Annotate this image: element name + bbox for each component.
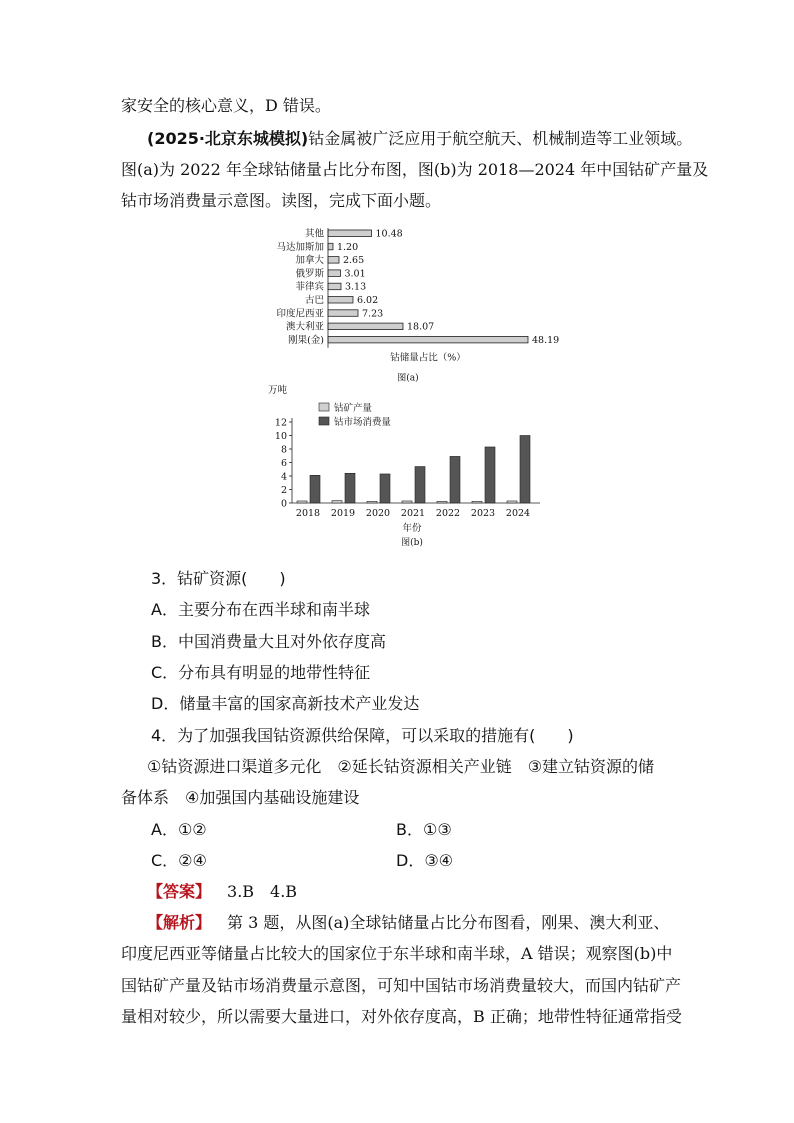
legend-swatch [319, 417, 329, 425]
answer-line [147, 882, 297, 902]
bar [437, 501, 447, 503]
answer-text: 3.B 4.B [227, 882, 298, 901]
value-label: 7.23 [362, 308, 384, 320]
category-label: 印度尼西亚 [276, 308, 324, 320]
analysis-text-1: 第 3 题，从图(a)全球钴储量占比分布图看，刚果、澳大利亚、 [227, 913, 670, 932]
bar [450, 456, 460, 503]
value-label: 6.02 [356, 295, 379, 306]
category-label: 马达加斯加 [276, 241, 324, 253]
analysis-line-4: 量相对较少，所以需要大量进口，对外依存度高，B 正确；地带性特征通常指受 [121, 1007, 682, 1026]
paragraph-line-4: 钴市场消费量示意图。读图，完成下面小题。 [121, 191, 442, 210]
paragraph-line-1: 家安全的核心意义，D 错误。 [121, 96, 331, 115]
y-tick-label: 12 [274, 417, 287, 429]
figure-b-chart [0, 380, 794, 555]
legend-label: 钴市场消费量 [334, 417, 392, 428]
category-label: 古巴 [304, 295, 324, 306]
question-4-stem: 4．为了加强我国钴资源供给保障，可以采取的措施有( ) [151, 726, 574, 745]
x-tick-label: 2019 [330, 508, 356, 519]
y-axis-unit: 万吨 [268, 385, 288, 396]
value-label: 48.19 [531, 334, 560, 346]
y-tick-label: 0 [280, 498, 287, 510]
x-tick-label: 2020 [365, 508, 391, 519]
question-4-items-line-1: ①钴资源进口渠道多元化 ②延长钴资源相关产业链 ③建立钴资源的储 [147, 757, 655, 776]
value-label: 1.20 [336, 241, 359, 253]
y-tick-label: 2 [280, 485, 287, 496]
category-label: 加拿大 [295, 255, 324, 267]
paragraph-line-3: 图(a)为 2022 年全球钴储量占比分布图，图(b)为 2018—2024 年中国钴矿产量及 [121, 160, 709, 179]
bar [328, 257, 339, 264]
x-tick-label: 2021 [400, 508, 426, 519]
question-3-option-a: A．主要分布在西半球和南半球 [151, 600, 370, 619]
category-label: 俄罗斯 [295, 268, 324, 280]
legend-swatch [319, 403, 329, 411]
value-label: 10.48 [375, 228, 403, 240]
question-3-option-b: B．中国消费量大且对外依存度高 [151, 632, 386, 651]
x-axis-label: 年份 [402, 523, 422, 534]
value-label: 2.65 [342, 255, 365, 267]
category-label: 刚果(金) [288, 334, 324, 346]
bar [328, 283, 341, 290]
bar [367, 501, 377, 503]
bar [328, 270, 340, 277]
question-3-stem: 3．钴矿资源( ) [151, 569, 286, 588]
bar [520, 436, 530, 504]
bar [507, 501, 517, 503]
y-tick-label: 4 [280, 471, 287, 483]
source-tag: (2025·北京东城模拟) [147, 129, 309, 148]
question-4-option-c: C．②④ [151, 851, 207, 870]
bar [472, 501, 482, 503]
bar [328, 323, 403, 330]
x-tick-label: 2023 [470, 508, 496, 519]
x-tick-label: 2018 [295, 508, 321, 519]
value-label: 3.13 [344, 281, 367, 293]
answer-label: 【答案】 [147, 882, 212, 901]
figure-a-chart [0, 222, 794, 382]
y-tick-label: 8 [280, 444, 287, 456]
bar [485, 447, 495, 503]
bar [328, 336, 528, 343]
question-4-items-line-2: 备体系 ④加强国内基础设施建设 [121, 788, 360, 807]
category-label: 澳大利亚 [285, 321, 324, 333]
question-3-option-c: C．分布具有明显的地带性特征 [151, 663, 371, 682]
legend-label: 钴矿产量 [334, 403, 373, 414]
x-axis-label: 钴储量占比（%） [390, 352, 466, 364]
paragraph-line-2 [147, 129, 692, 149]
analysis-label: 【解析】 [147, 913, 212, 932]
question-4-option-a: A．①② [151, 820, 207, 839]
analysis-line-2: 印度尼西亚等储量占比较大的国家位于东半球和南半球，A 错误；观察图(b)中 [121, 944, 673, 963]
question-3-option-d: D．储量丰富的国家高新技术产业发达 [151, 694, 420, 713]
y-tick-label: 6 [280, 458, 287, 469]
bar [328, 243, 333, 250]
question-4-option-b: B．①③ [396, 820, 452, 839]
bar [345, 473, 355, 503]
value-label: 3.01 [344, 268, 366, 280]
bar [328, 297, 353, 304]
bar [328, 310, 358, 317]
figure-caption: 图(b) [401, 538, 423, 548]
analysis-line-1 [147, 913, 669, 933]
bar [297, 501, 307, 503]
figure-caption: 图(a) [397, 373, 419, 382]
bar [328, 230, 371, 237]
bar [415, 467, 425, 503]
x-tick-label: 2022 [435, 508, 461, 519]
intro-text: 钴金属被广泛应用于航空航天、机械制造等工业领域。 [308, 129, 693, 148]
bar [402, 501, 412, 503]
x-tick-label: 2024 [505, 508, 531, 519]
analysis-line-3: 国钴矿产量及钴市场消费量示意图，可知中国钴市场消费量较大，而国内钴矿产 [121, 976, 682, 995]
category-label: 其他 [304, 228, 324, 240]
category-label: 菲律宾 [295, 281, 324, 293]
bar [380, 474, 390, 503]
bar [310, 475, 320, 503]
y-tick-label: 10 [274, 431, 287, 442]
value-label: 18.07 [406, 321, 435, 333]
bar [332, 501, 342, 503]
question-4-option-d: D．③④ [396, 851, 454, 870]
